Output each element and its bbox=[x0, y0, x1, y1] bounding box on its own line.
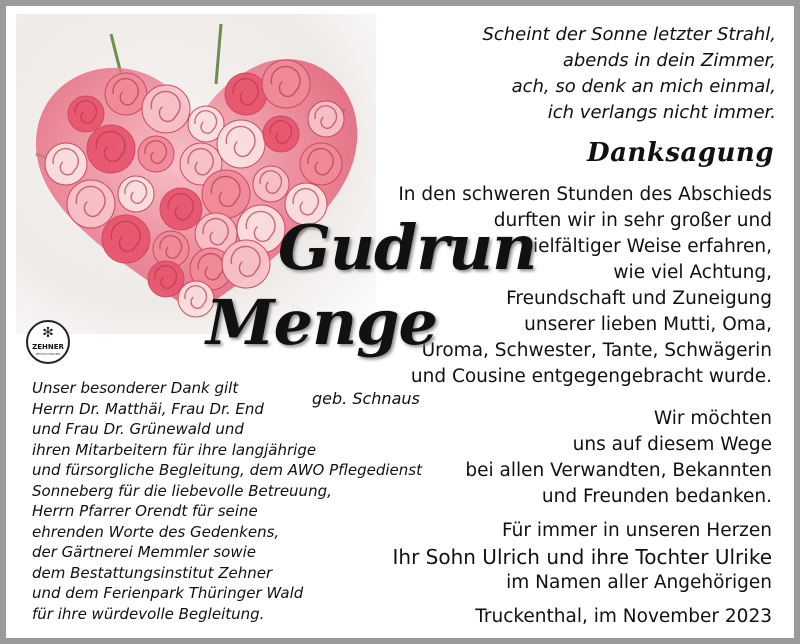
poem-verse bbox=[482, 22, 776, 126]
rose bbox=[87, 125, 135, 173]
text-line: uns auf diesem Wege bbox=[572, 434, 772, 455]
text-line: und Frau Dr. Grünewald und bbox=[32, 420, 244, 438]
text-line: vielfältiger Weise erfahren, bbox=[522, 236, 772, 257]
rose bbox=[45, 143, 87, 185]
logo-subtitle: BESTATTUNGEN bbox=[36, 352, 60, 356]
logo-name: ZEHNER bbox=[32, 343, 64, 351]
rose bbox=[67, 180, 115, 228]
text-line: Wir möchten bbox=[653, 408, 772, 429]
text-line: Uroma, Schwester, Tante, Schwägerin bbox=[421, 340, 772, 361]
text-line: Unser besonderer Dank gilt bbox=[32, 379, 239, 397]
text-line: und dem Ferienpark Thüringer Wald bbox=[32, 584, 304, 602]
thanks-second-text bbox=[465, 406, 772, 510]
signature-line: Für immer in unseren Herzen bbox=[501, 520, 772, 541]
rose bbox=[263, 116, 299, 152]
text-line: für ihre würdevolle Begleitung. bbox=[32, 604, 265, 623]
poem-line: abends in dein Zimmer, bbox=[562, 50, 776, 71]
rose bbox=[68, 96, 104, 132]
text-line: Freundschaft und Zuneigung bbox=[506, 288, 772, 309]
text-line: Herrn Pfarrer Orendt für seine bbox=[32, 502, 258, 520]
rose bbox=[222, 240, 270, 288]
danksagung-heading: Danksagung bbox=[587, 138, 774, 168]
signature-line: im Namen aller Angehörigen bbox=[506, 572, 772, 593]
rose bbox=[300, 143, 342, 185]
text-line: bei allen Verwandten, Bekannten bbox=[465, 460, 772, 481]
rose bbox=[105, 73, 147, 115]
text-line: Herrn Dr. Matthäi, Frau Dr. End bbox=[32, 399, 264, 418]
text-line: Sonneberg für die liebevolle Betreuung, bbox=[32, 481, 332, 500]
text-line: und fürsorgliche Begleitung, dem AWO Pflegedienst bbox=[32, 461, 422, 479]
text-line: dem Bestattungsinstitut Zehner bbox=[32, 563, 273, 582]
rose bbox=[217, 120, 265, 168]
rose bbox=[225, 73, 267, 115]
text-line: ihren Mitarbeitern für ihre langjährige bbox=[32, 440, 317, 459]
zehner-logo bbox=[26, 320, 70, 364]
signature-block bbox=[393, 518, 772, 596]
text-line: und Cousine entgegengebracht wurde. bbox=[410, 366, 772, 387]
birth-name: geb. Schnaus bbox=[312, 389, 420, 408]
text-line: unserer lieben Mutti, Oma, bbox=[524, 314, 772, 335]
rose bbox=[118, 176, 154, 212]
text-line: In den schweren Stunden des Abschieds bbox=[398, 184, 772, 205]
text-line: der Gärtnerei Memmler sowie bbox=[32, 543, 256, 561]
signature-names: Ihr Sohn Ulrich und ihre Tochter Ulrike bbox=[392, 545, 772, 569]
text-line: und Freunden bedanken. bbox=[541, 486, 772, 507]
poem-line: ach, so denk an mich einmal, bbox=[511, 76, 776, 97]
special-thanks-text bbox=[32, 378, 422, 624]
rose bbox=[102, 215, 150, 263]
rose bbox=[142, 85, 190, 133]
deceased-last-name: Menge bbox=[206, 286, 437, 359]
deceased-first-name: Gudrun bbox=[278, 211, 537, 284]
rose bbox=[160, 188, 202, 230]
rose bbox=[148, 261, 184, 297]
rose bbox=[308, 101, 344, 137]
rose bbox=[138, 136, 174, 172]
text-line: durften wir in sehr großer und bbox=[493, 210, 772, 231]
rose bbox=[253, 166, 289, 202]
text-line: wie viel Achtung, bbox=[613, 262, 772, 283]
poem-line: Scheint der Sonne letzter Strahl, bbox=[482, 24, 776, 45]
palm-tree-icon: ✻ bbox=[42, 325, 54, 341]
text-line: ehrenden Worte des Gedenkens, bbox=[32, 522, 280, 541]
rose bbox=[262, 60, 310, 108]
poem-line: ich verlangs nicht immer. bbox=[547, 102, 776, 123]
rose bbox=[202, 170, 250, 218]
place-date: Truckenthal, im November 2023 bbox=[475, 606, 772, 627]
